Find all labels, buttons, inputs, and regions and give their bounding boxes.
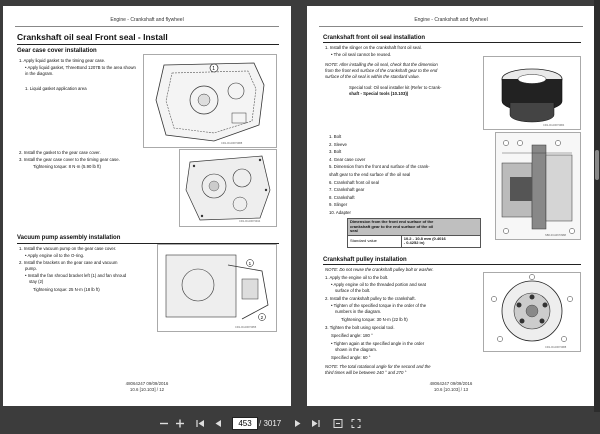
left-page bbox=[3, 6, 291, 406]
torque-spec: Tightening torque: 8 N·m (5.90 lb ft) bbox=[33, 164, 101, 169]
parts-list-item: 2. Sleeve bbox=[329, 141, 347, 147]
page-footer bbox=[307, 381, 595, 393]
section-heading-vacuum: Vacuum pump assembly installation bbox=[17, 235, 121, 241]
step-text: 1. Install the vacuum pump on the gear case cover. bbox=[19, 246, 117, 251]
figure-code: CR1-0CA0673988 bbox=[221, 142, 243, 145]
step-text: numbers in the diagram. bbox=[335, 309, 382, 314]
parts-list-item: 7. Crankshaft gear bbox=[329, 187, 365, 193]
figure-code: CR1-0CA0673984 bbox=[543, 124, 565, 127]
table-value: 10.2 - 10.8 mm (0.4016 - 0.4252 in) bbox=[401, 235, 480, 247]
figure-code: SB0-0CA0673988 bbox=[545, 234, 566, 237]
title-rule bbox=[17, 44, 279, 45]
figure-code: CR1-0CA0673944 bbox=[239, 220, 261, 223]
step-text: 1. Apply the engine oil to the bolt. bbox=[325, 275, 389, 280]
section-rule bbox=[323, 42, 581, 43]
parts-list-item: 3. Bolt bbox=[329, 149, 342, 155]
svg-text:1: 1 bbox=[212, 66, 216, 72]
note-text: third times will be between 240 ° and 270 ° bbox=[325, 370, 407, 375]
page-header: Engine - Crankshaft and flywheel bbox=[414, 17, 488, 23]
page-number-input[interactable] bbox=[232, 417, 258, 430]
page-title: Crankshaft oil seal Front seal - Install bbox=[17, 32, 168, 42]
angle-spec: Specified angle: 60 ° bbox=[331, 355, 371, 360]
parts-list-item: 5. Dimension from the front and surface of the crank- bbox=[329, 164, 430, 170]
header-rule bbox=[319, 26, 583, 27]
oil-seal-drawing bbox=[484, 57, 580, 129]
note-text: NOTE: After installing the oil seal, check that the dimension bbox=[325, 62, 438, 67]
page-total: / 3017 bbox=[259, 419, 282, 428]
footer-page: 10.6 [10.103] / 13 bbox=[433, 387, 469, 392]
parts-list-item: 1. Bolt bbox=[329, 134, 342, 139]
header-rule bbox=[15, 26, 279, 27]
torque-spec: Tightening torque: 30 N·m (22 lb ft) bbox=[341, 317, 408, 322]
footer-doc: 48064247 09/09/2016 bbox=[125, 381, 169, 386]
step-text: • The oil seal cannot be reused. bbox=[331, 52, 392, 57]
seal-section-diagram bbox=[495, 132, 581, 240]
step-text: 2. Install the gasket to the gear case cover. bbox=[19, 150, 101, 155]
figure-code: CR1-0CA0673955 bbox=[235, 326, 257, 329]
step-text: • Apply liquid gasket, ThreeBond 1207B to the area shown in the diagram. bbox=[25, 65, 136, 76]
last-page-icon[interactable] bbox=[310, 417, 322, 430]
step-text: surface of the bolt. bbox=[335, 288, 371, 293]
footer-page: 10.6 [10.103] / 12 bbox=[129, 387, 165, 392]
section-rule bbox=[323, 264, 581, 265]
step-text: • Tighten of the specified torque in the order of the bbox=[331, 303, 427, 308]
section-heading-gasket: Gear case cover installation bbox=[17, 48, 97, 54]
parts-list-item: 8. Crankshaft bbox=[329, 194, 355, 200]
step-text: 3. Install the gear case cover to the timing gear case. bbox=[19, 157, 120, 162]
table-header: Dimension from the front end surface of the crankshaft gear to the end surface of the oil seal bbox=[348, 219, 481, 236]
step-text: 2. Install the brackets on the gear case and vacuum bbox=[19, 260, 118, 265]
step-text: 3. Tighten the bolt using special tool. bbox=[325, 325, 395, 330]
step-text: • Install the fan shroud bracket left (1) and fan shroud bbox=[25, 273, 127, 278]
first-page-icon[interactable] bbox=[194, 417, 206, 430]
step-text: stay (2) bbox=[29, 279, 44, 284]
pulley-bolt-diagram bbox=[483, 272, 581, 352]
step-text: shown in the diagram. bbox=[335, 347, 378, 352]
parts-list-item: 10. Adapter bbox=[329, 210, 351, 215]
fullscreen-icon[interactable] bbox=[350, 417, 362, 430]
gasket-diagram-drawing bbox=[144, 55, 276, 147]
table-label: Standard value bbox=[348, 235, 402, 247]
torque-spec: Tightening torque: 25 N·m (18 lb ft) bbox=[33, 287, 100, 292]
vertical-scrollbar[interactable] bbox=[594, 0, 600, 412]
gasket-diagram bbox=[143, 54, 277, 148]
gear-case-drawing bbox=[180, 150, 276, 226]
parts-list-item: 6. Crankshaft front oil seal bbox=[329, 179, 379, 185]
section-heading-pulley: Crankshaft pulley installation bbox=[323, 257, 407, 263]
step-text: • Apply engine oil to the threaded portion and seat bbox=[331, 282, 426, 287]
parts-list-item: 4. Gear case cover bbox=[329, 156, 366, 162]
vacuum-pump-drawing bbox=[158, 245, 276, 331]
fit-icon[interactable] bbox=[332, 417, 344, 430]
special-tool-text: shaft - Special tools (10.103)) bbox=[349, 91, 409, 96]
page-header: Engine - Crankshaft and flywheel bbox=[110, 17, 184, 23]
next-page-icon[interactable] bbox=[292, 417, 304, 430]
zoom-in-icon[interactable] bbox=[174, 417, 186, 430]
svg-text:1: 1 bbox=[248, 261, 252, 266]
section-heading-front-seal: Crankshaft front oil seal installation bbox=[323, 35, 426, 41]
page-footer bbox=[3, 381, 291, 393]
gear-case-diagram bbox=[179, 149, 277, 227]
callout-text: 1. Liquid gasket application area bbox=[25, 86, 87, 91]
step-text: • Tighten again at the specified angle in the order bbox=[331, 341, 425, 346]
step-text: 1. Apply liquid gasket to the timing gear case. bbox=[19, 58, 106, 63]
oil-seal-diagram bbox=[483, 56, 581, 130]
parts-list-item: 9. Slinger bbox=[329, 202, 348, 208]
footer-doc: 48064247 09/09/2016 bbox=[429, 381, 473, 386]
note-text: NOTE: The total rotational angle for the second and the bbox=[325, 364, 431, 369]
step-text: 1. Install the slinger on the crankshaft front oil seal. bbox=[325, 45, 422, 50]
pulley-bolt-drawing bbox=[484, 273, 580, 351]
figure-code: CR1-0CA0673988 bbox=[545, 346, 567, 349]
step-text: 2. Install the crankshaft pulley to the crankshaft. bbox=[325, 296, 416, 301]
dimension-table bbox=[347, 218, 481, 248]
zoom-out-icon[interactable] bbox=[158, 417, 170, 430]
special-tool-text: Special tool: Oil seal installer kit (Refer to Crank- bbox=[349, 85, 442, 90]
note-text: surface of the oil seal is within the standard value. bbox=[325, 74, 420, 79]
note-text: from the front end surface of the crankshaft gear to the end bbox=[325, 68, 438, 73]
parts-list-item: shaft gear to the end surface of the oil seal bbox=[329, 172, 411, 177]
seal-section-drawing bbox=[496, 133, 580, 239]
angle-spec: Specified angle: 180 ° bbox=[331, 333, 373, 338]
prev-page-icon[interactable] bbox=[212, 417, 224, 430]
right-page bbox=[307, 6, 595, 406]
vacuum-pump-diagram bbox=[157, 244, 277, 332]
svg-text:2: 2 bbox=[260, 315, 264, 320]
note-text: NOTE: Do not reuse the crankshaft pulley bolt or washer. bbox=[325, 267, 434, 272]
step-text: • Apply engine oil to the O-ring. bbox=[25, 253, 85, 258]
viewer-toolbar bbox=[0, 412, 600, 434]
scrollbar-thumb[interactable] bbox=[595, 150, 599, 180]
step-text: pump. bbox=[25, 266, 37, 271]
